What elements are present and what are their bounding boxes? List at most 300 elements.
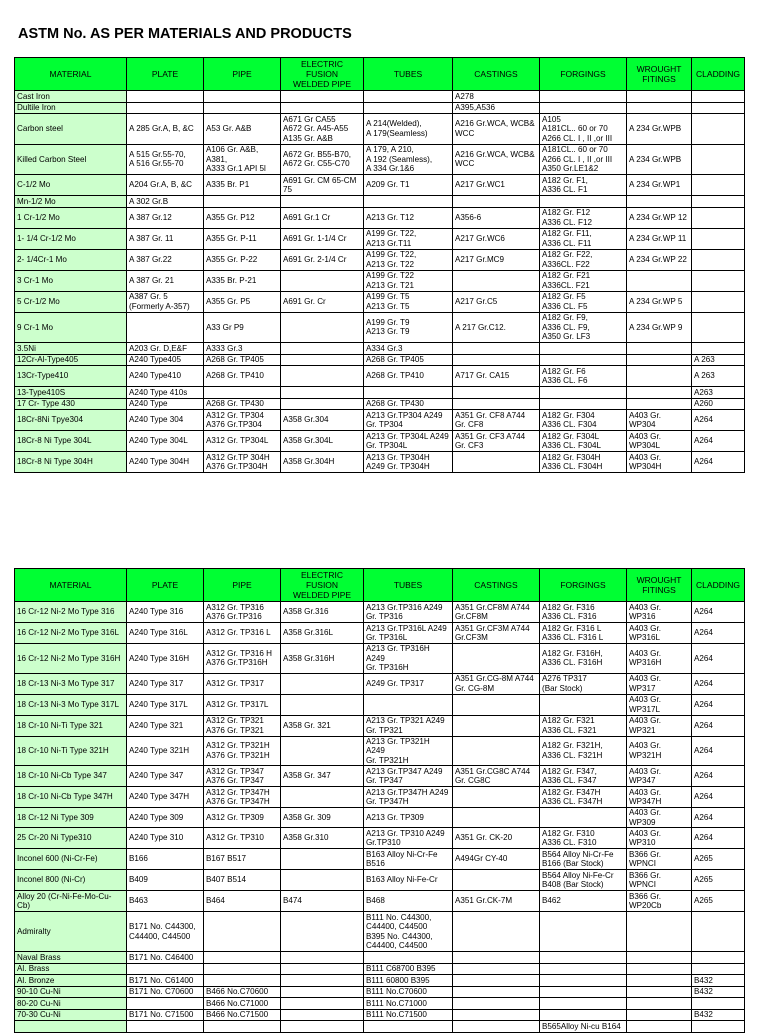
cell-tubes: A213 Gr. TP304L A249 Gr. TP304L bbox=[364, 431, 453, 452]
cell-pipe: A312 Gr. TP317L bbox=[204, 694, 281, 715]
cell-efw-pipe bbox=[281, 736, 364, 766]
table-body bbox=[15, 91, 745, 473]
cell-castings bbox=[453, 1009, 540, 1021]
cell-forgings: B564 Alloy Ni-Cr-Fe B166 (Bar Stock) bbox=[540, 849, 627, 870]
cell-castings: A278 bbox=[453, 91, 540, 103]
cell-material: Al. Brass bbox=[15, 963, 127, 975]
cell-efw-pipe bbox=[281, 673, 364, 694]
cell-efw-pipe bbox=[281, 196, 364, 208]
cell-forgings: B564 Alloy Ni-Fe-Cr B408 (Bar Stock) bbox=[540, 870, 627, 891]
table-row bbox=[15, 986, 745, 998]
cell-wrought-fittings bbox=[627, 986, 692, 998]
cell-pipe: A335 Br. P1 bbox=[204, 175, 281, 196]
cell-efw-pipe bbox=[281, 963, 364, 975]
cell-castings: A351 Gr. CK-20 bbox=[453, 828, 540, 849]
cell-castings bbox=[453, 343, 540, 355]
cell-efw-pipe: A691 Gr. Cr bbox=[281, 291, 364, 312]
cell-material: 70-30 Cu-Ni bbox=[15, 1009, 127, 1021]
cell-plate: A 285 Gr.A, B, &C bbox=[127, 114, 204, 145]
cell-forgings: B565Alloy Ni-cu B164 bbox=[540, 1021, 627, 1033]
col-header-material: MATERIAL bbox=[15, 569, 127, 602]
table-row bbox=[15, 602, 745, 623]
col-header-castings: CASTINGS bbox=[453, 569, 540, 602]
cell-material: Naval Brass bbox=[15, 952, 127, 964]
cell-tubes: A213 Gr.TP347H A249 Gr. TP347H bbox=[364, 787, 453, 808]
cell-efw-pipe bbox=[281, 366, 364, 387]
cell-efw-pipe bbox=[281, 787, 364, 808]
table-row bbox=[15, 715, 745, 736]
col-header-plate: PLATE bbox=[127, 569, 204, 602]
cell-wrought-fittings: A 234 Gr.WP 9 bbox=[627, 312, 692, 343]
cell-forgings: A276 TP317 (Bar Stock) bbox=[540, 673, 627, 694]
cell-cladding: A264 bbox=[692, 828, 745, 849]
cell-material: 18 Cr-10 Ni-Cb Type 347 bbox=[15, 766, 127, 787]
cell-castings bbox=[453, 986, 540, 998]
cell-castings: A217 Gr.C5 bbox=[453, 291, 540, 312]
cell-pipe: A312 Gr. TP304L bbox=[204, 431, 281, 452]
cell-efw-pipe bbox=[281, 91, 364, 103]
cell-pipe: B466 No.C70600 bbox=[204, 986, 281, 998]
cell-plate: B171 No. C46400 bbox=[127, 952, 204, 964]
cell-efw-pipe: A672 Gr. B55-B70, A672 Gr. C55-C70 bbox=[281, 144, 364, 175]
cell-forgings: A182 Gr. F304L A336 CL. F304L bbox=[540, 431, 627, 452]
cell-pipe bbox=[204, 102, 281, 114]
cell-pipe: A355 Gr. P-22 bbox=[204, 249, 281, 270]
cell-tubes: B163 Alloy Ni-Cr-Fe B516 bbox=[364, 849, 453, 870]
cell-wrought-fittings bbox=[627, 354, 692, 366]
cell-material: Alloy 20 (Cr-Ni-Fe-Mo-Cu- Cb) bbox=[15, 891, 127, 912]
cell-pipe bbox=[204, 196, 281, 208]
cell-forgings: A182 Gr. F310 A336 CL. F310 bbox=[540, 828, 627, 849]
cell-castings: A494Gr CY-40 bbox=[453, 849, 540, 870]
cell-forgings bbox=[540, 998, 627, 1010]
cell-wrought-fittings bbox=[627, 998, 692, 1010]
table-row bbox=[15, 891, 745, 912]
cell-plate: A240 Type 310 bbox=[127, 828, 204, 849]
cell-material: 1- 1/4 Cr-1/2 Mo bbox=[15, 228, 127, 249]
table-row bbox=[15, 366, 745, 387]
cell-efw-pipe bbox=[281, 975, 364, 987]
table-row bbox=[15, 114, 745, 145]
cell-wrought-fittings bbox=[627, 912, 692, 952]
cell-plate: A 387 Gr.12 bbox=[127, 207, 204, 228]
col-header-castings: CASTINGS bbox=[453, 58, 540, 91]
cell-wrought-fittings bbox=[627, 952, 692, 964]
cell-pipe: A312 Gr. TP304 A376 Gr.TP304 bbox=[204, 410, 281, 431]
cell-cladding: A 263 bbox=[692, 354, 745, 366]
col-header-wrought-fittings: WROUGHT FITINGS bbox=[627, 569, 692, 602]
cell-material: Inconel 800 (Ni-Cr) bbox=[15, 870, 127, 891]
cell-pipe: A312 Gr. TP309 bbox=[204, 808, 281, 828]
table-row bbox=[15, 736, 745, 766]
cell-cladding: A264 bbox=[692, 644, 745, 674]
cell-efw-pipe bbox=[281, 912, 364, 952]
cell-castings bbox=[453, 912, 540, 952]
cell-cladding bbox=[692, 291, 745, 312]
cell-cladding bbox=[692, 249, 745, 270]
cell-plate: B409 bbox=[127, 870, 204, 891]
cell-castings bbox=[453, 644, 540, 674]
cell-forgings: A182 Gr. F316 L A336 CL. F316 L bbox=[540, 623, 627, 644]
cell-wrought-fittings bbox=[627, 102, 692, 114]
cell-castings bbox=[453, 975, 540, 987]
cell-forgings bbox=[540, 91, 627, 103]
col-header-pipe: PIPE bbox=[204, 58, 281, 91]
cell-forgings: A105 A181CL.. 60 or 70 A266 CL. I , II ,or III bbox=[540, 114, 627, 145]
cell-forgings bbox=[540, 975, 627, 987]
cell-wrought-fittings: A403 Gr. WP316H bbox=[627, 644, 692, 674]
cell-material: 18 Cr-13 Ni-3 Mo Type 317 bbox=[15, 673, 127, 694]
table-row bbox=[15, 870, 745, 891]
cell-efw-pipe bbox=[281, 354, 364, 366]
cell-plate bbox=[127, 998, 204, 1010]
cell-plate: A387 Gr. 5 (Formerly A-357) bbox=[127, 291, 204, 312]
cell-tubes: A213 Gr. T12 bbox=[364, 207, 453, 228]
cell-forgings: A182 Gr. F9, A336 CL. F9, A350 Gr. LF3 bbox=[540, 312, 627, 343]
cell-cladding bbox=[692, 912, 745, 952]
cell-material: 17 Cr- Type 430 bbox=[15, 398, 127, 410]
cell-castings bbox=[453, 196, 540, 208]
cell-castings bbox=[453, 1021, 540, 1033]
cell-efw-pipe bbox=[281, 870, 364, 891]
cell-cladding: A265 bbox=[692, 870, 745, 891]
cell-plate bbox=[127, 312, 204, 343]
table-row bbox=[15, 312, 745, 343]
table-row bbox=[15, 102, 745, 114]
col-header-pipe: PIPE bbox=[204, 569, 281, 602]
cell-pipe: A312 Gr. TP317 bbox=[204, 673, 281, 694]
cell-material: 18 Cr-10 Ni-Cb Type 347H bbox=[15, 787, 127, 808]
cell-tubes: B111 No. C44300, C44400, C44500 B395 No. C44300, C44400, C44500 bbox=[364, 912, 453, 952]
cell-wrought-fittings: A 234 Gr.WP1 bbox=[627, 175, 692, 196]
cell-material: 80-20 Cu-Ni bbox=[15, 998, 127, 1010]
cell-efw-pipe: A691 Gr. CM 65-CM 75 bbox=[281, 175, 364, 196]
cell-pipe bbox=[204, 1021, 281, 1033]
cell-pipe: B167 B517 bbox=[204, 849, 281, 870]
cell-tubes: B111 No.C71000 bbox=[364, 998, 453, 1010]
cell-plate: A240 Type 316L bbox=[127, 623, 204, 644]
cell-cladding: A264 bbox=[692, 673, 745, 694]
cell-wrought-fittings: A403 Gr. WP321 bbox=[627, 715, 692, 736]
cell-tubes: B111 60800 B395 bbox=[364, 975, 453, 987]
cell-cladding bbox=[692, 1021, 745, 1033]
cell-efw-pipe: A671 Gr CA55 A672 Gr. A45-A55 A135 Gr. A&B bbox=[281, 114, 364, 145]
cell-cladding: A264 bbox=[692, 715, 745, 736]
cell-material: 18 Cr-10 Ni-Ti Type 321H bbox=[15, 736, 127, 766]
cell-material: Mn-1/2 Mo bbox=[15, 196, 127, 208]
col-header-wrought-fittings: WROUGHT FITINGS bbox=[627, 58, 692, 91]
cell-castings bbox=[453, 452, 540, 473]
cell-forgings: A182 Gr. F21 A336CL. F21 bbox=[540, 270, 627, 291]
cell-castings bbox=[453, 870, 540, 891]
cell-tubes: B163 Alloy Ni-Fe-Cr bbox=[364, 870, 453, 891]
cell-material: Killed Carbon Steel bbox=[15, 144, 127, 175]
cell-pipe: A355 Gr. P5 bbox=[204, 291, 281, 312]
table-row bbox=[15, 249, 745, 270]
cell-pipe: B407 B514 bbox=[204, 870, 281, 891]
cell-cladding: A264 bbox=[692, 623, 745, 644]
cell-efw-pipe: A358 Gr.304H bbox=[281, 452, 364, 473]
cell-pipe bbox=[204, 975, 281, 987]
cell-pipe: A312 Gr. TP310 bbox=[204, 828, 281, 849]
table-row bbox=[15, 787, 745, 808]
col-header-cladding: CLADDING bbox=[692, 58, 745, 91]
cell-pipe: A355 Gr. P12 bbox=[204, 207, 281, 228]
cell-cladding: A264 bbox=[692, 431, 745, 452]
cell-tubes: A213 Gr. TP321H A249 Gr. TP321H bbox=[364, 736, 453, 766]
cell-pipe: A333 Gr.3 bbox=[204, 343, 281, 355]
cell-tubes: A213 Gr. TP310 A249 Gr.TP310 bbox=[364, 828, 453, 849]
cell-material bbox=[15, 1021, 127, 1033]
cell-efw-pipe: A358 Gr.316L bbox=[281, 623, 364, 644]
table-row bbox=[15, 91, 745, 103]
cell-castings: A216 Gr.WCA, WCB& WCC bbox=[453, 114, 540, 145]
cell-tubes: A199 Gr. T22, A213 Gr. T22 bbox=[364, 249, 453, 270]
cell-wrought-fittings: A403 Gr. WP347 bbox=[627, 766, 692, 787]
cell-efw-pipe: A358 Gr.316H bbox=[281, 644, 364, 674]
cell-material: Admiralty bbox=[15, 912, 127, 952]
cell-plate bbox=[127, 1021, 204, 1033]
cell-castings: A351 Gr.CK-7M bbox=[453, 891, 540, 912]
cell-wrought-fittings bbox=[627, 1009, 692, 1021]
cell-wrought-fittings: A403 Gr. WP316L bbox=[627, 623, 692, 644]
cell-tubes: A334 Gr.3 bbox=[364, 343, 453, 355]
cell-wrought-fittings: A403 Gr. WP317L bbox=[627, 694, 692, 715]
cell-plate bbox=[127, 102, 204, 114]
cell-efw-pipe: A358 Gr.316 bbox=[281, 602, 364, 623]
cell-wrought-fittings bbox=[627, 366, 692, 387]
cell-castings bbox=[453, 694, 540, 715]
col-header-forgings: FORGINGS bbox=[540, 569, 627, 602]
table-row bbox=[15, 354, 745, 366]
cell-wrought-fittings bbox=[627, 91, 692, 103]
cell-tubes: A268 Gr. TP430 bbox=[364, 398, 453, 410]
cell-wrought-fittings: A403 Gr. WP310 bbox=[627, 828, 692, 849]
cell-cladding bbox=[692, 963, 745, 975]
cell-pipe: B466 No.C71500 bbox=[204, 1009, 281, 1021]
cell-castings bbox=[453, 387, 540, 399]
cell-tubes: B468 bbox=[364, 891, 453, 912]
cell-plate: A240 Type 309 bbox=[127, 808, 204, 828]
cell-forgings bbox=[540, 387, 627, 399]
cell-plate: A240 Type 347H bbox=[127, 787, 204, 808]
cell-pipe bbox=[204, 387, 281, 399]
cell-tubes bbox=[364, 1021, 453, 1033]
cell-plate: A 387 Gr. 21 bbox=[127, 270, 204, 291]
cell-efw-pipe bbox=[281, 387, 364, 399]
table-row bbox=[15, 998, 745, 1010]
cell-castings bbox=[453, 270, 540, 291]
cell-castings: A351 Gr.CG-8M A744 Gr. CG-8M bbox=[453, 673, 540, 694]
cell-material: 16 Cr-12 Ni-2 Mo Type 316L bbox=[15, 623, 127, 644]
cell-castings: A351 Gr. CF3 A744 Gr. CF3 bbox=[453, 431, 540, 452]
cell-material: 25 Cr-20 Ni Type310 bbox=[15, 828, 127, 849]
cell-efw-pipe: A691 Gr. 2-1/4 Cr bbox=[281, 249, 364, 270]
cell-castings bbox=[453, 808, 540, 828]
table-row bbox=[15, 766, 745, 787]
cell-pipe: A268 Gr. TP430 bbox=[204, 398, 281, 410]
table-row bbox=[15, 196, 745, 208]
cell-efw-pipe: A691 Gr.1 Cr bbox=[281, 207, 364, 228]
cell-material: 18Cr-8Ni Tpye304 bbox=[15, 410, 127, 431]
cell-castings: A356-6 bbox=[453, 207, 540, 228]
cell-forgings: A182 Gr. F321 A336 CL. F321 bbox=[540, 715, 627, 736]
table-row bbox=[15, 207, 745, 228]
header-row bbox=[15, 569, 745, 602]
cell-pipe: A312 Gr. TP316 H A376 Gr.TP316H bbox=[204, 644, 281, 674]
table-row bbox=[15, 694, 745, 715]
cell-pipe: A312 Gr. TP316 L bbox=[204, 623, 281, 644]
cell-plate: A240 Type 317L bbox=[127, 694, 204, 715]
cell-forgings bbox=[540, 196, 627, 208]
cell-cladding: A264 bbox=[692, 808, 745, 828]
cell-forgings: A182 Gr. F304H A336 CL. F304H bbox=[540, 452, 627, 473]
cell-efw-pipe bbox=[281, 1021, 364, 1033]
cell-wrought-fittings bbox=[627, 387, 692, 399]
cell-efw-pipe bbox=[281, 398, 364, 410]
cell-wrought-fittings: A403 Gr. WP304 bbox=[627, 410, 692, 431]
cell-material: 12Cr-Al-Type405 bbox=[15, 354, 127, 366]
cell-wrought-fittings: A403 Gr. WP317 bbox=[627, 673, 692, 694]
cell-material: C-1/2 Mo bbox=[15, 175, 127, 196]
table-row bbox=[15, 343, 745, 355]
cell-material: Dultile Iron bbox=[15, 102, 127, 114]
cell-plate: A240 Type 304 bbox=[127, 410, 204, 431]
cell-castings bbox=[453, 787, 540, 808]
cell-wrought-fittings: A403 Gr. WP316 bbox=[627, 602, 692, 623]
table-row bbox=[15, 410, 745, 431]
cell-wrought-fittings bbox=[627, 196, 692, 208]
cell-wrought-fittings: A403 Gr. WP304H bbox=[627, 452, 692, 473]
cell-wrought-fittings: B366 Gr. WPNCI bbox=[627, 849, 692, 870]
cell-efw-pipe bbox=[281, 849, 364, 870]
cell-cladding bbox=[692, 312, 745, 343]
cell-cladding bbox=[692, 998, 745, 1010]
cell-cladding: A264 bbox=[692, 787, 745, 808]
cell-plate: A 515 Gr.55-70, A 516 Gr.55-70 bbox=[127, 144, 204, 175]
cell-cladding: A265 bbox=[692, 891, 745, 912]
cell-wrought-fittings: B366 Gr. WP20Cb bbox=[627, 891, 692, 912]
cell-plate: A240 Type 317 bbox=[127, 673, 204, 694]
cell-castings bbox=[453, 952, 540, 964]
cell-tubes: A209 Gr. T1 bbox=[364, 175, 453, 196]
cell-forgings: B462 bbox=[540, 891, 627, 912]
col-header-tubes: TUBES bbox=[364, 58, 453, 91]
cell-efw-pipe: A358 Gr. 347 bbox=[281, 766, 364, 787]
cell-efw-pipe: A691 Gr. 1-1/4 Cr bbox=[281, 228, 364, 249]
cell-castings: A216 Gr.WCA, WCB& WCC bbox=[453, 144, 540, 175]
astm-table-2 bbox=[14, 568, 745, 1033]
cell-plate: A240 Type 316H bbox=[127, 644, 204, 674]
cell-cladding: A263 bbox=[692, 387, 745, 399]
cell-cladding: B432 bbox=[692, 986, 745, 998]
cell-efw-pipe: B474 bbox=[281, 891, 364, 912]
cell-efw-pipe bbox=[281, 986, 364, 998]
table-row bbox=[15, 828, 745, 849]
cell-forgings: A182 Gr. F316 A336 CL. F316 bbox=[540, 602, 627, 623]
cell-efw-pipe bbox=[281, 270, 364, 291]
cell-cladding: A264 bbox=[692, 694, 745, 715]
cell-forgings: A182 Gr. F11, A336 CL. F11 bbox=[540, 228, 627, 249]
cell-plate: B171 No. C44300, C44400, C44500 bbox=[127, 912, 204, 952]
table-row bbox=[15, 270, 745, 291]
cell-forgings bbox=[540, 963, 627, 975]
cell-castings: A 217 Gr.C12. bbox=[453, 312, 540, 343]
cell-pipe: A312 Gr. TP347 A376 Gr. TP347 bbox=[204, 766, 281, 787]
cell-castings bbox=[453, 998, 540, 1010]
cell-forgings bbox=[540, 102, 627, 114]
table-row bbox=[15, 228, 745, 249]
cell-tubes: A 214(Welded), A 179(Seamless) bbox=[364, 114, 453, 145]
cell-castings: A351 Gr.CF8M A744 Gr.CF8M bbox=[453, 602, 540, 623]
cell-efw-pipe bbox=[281, 694, 364, 715]
table-row bbox=[15, 912, 745, 952]
cell-material: 16 Cr-12 Ni-2 Mo Type 316H bbox=[15, 644, 127, 674]
col-header-tubes: TUBES bbox=[364, 569, 453, 602]
cell-pipe: A312 Gr. TP316 A376 Gr.TP316 bbox=[204, 602, 281, 623]
cell-forgings: A182 Gr. F347H A336 CL. F347H bbox=[540, 787, 627, 808]
cell-pipe: A355 Gr. P-11 bbox=[204, 228, 281, 249]
cell-plate: B171 No. C71500 bbox=[127, 1009, 204, 1021]
cell-plate: A240 Type 316 bbox=[127, 602, 204, 623]
cell-material: 16 Cr-12 Ni-2 Mo Type 316 bbox=[15, 602, 127, 623]
cell-tubes bbox=[364, 102, 453, 114]
cell-material: Carbon steel bbox=[15, 114, 127, 145]
cell-tubes: A213 Gr.TP316L A249 Gr. TP316L bbox=[364, 623, 453, 644]
cell-wrought-fittings bbox=[627, 398, 692, 410]
cell-forgings: A182 Gr. F6 A336 CL. F6 bbox=[540, 366, 627, 387]
table-row bbox=[15, 175, 745, 196]
cell-forgings bbox=[540, 343, 627, 355]
table-row bbox=[15, 849, 745, 870]
cell-cladding bbox=[692, 102, 745, 114]
cell-plate: A204 Gr.A, B, &C bbox=[127, 175, 204, 196]
cell-forgings bbox=[540, 354, 627, 366]
cell-pipe bbox=[204, 952, 281, 964]
cell-tubes: A199 Gr. T22, A213 Gr.T11 bbox=[364, 228, 453, 249]
cell-tubes: A268 Gr. TP405 bbox=[364, 354, 453, 366]
table-row bbox=[15, 644, 745, 674]
cell-castings: A351 Gr.CG8C A744 Gr. CG8C bbox=[453, 766, 540, 787]
cell-tubes bbox=[364, 694, 453, 715]
table-row bbox=[15, 291, 745, 312]
cell-efw-pipe bbox=[281, 952, 364, 964]
cell-wrought-fittings: B366 Gr. WPNCI bbox=[627, 870, 692, 891]
cell-cladding: A265 bbox=[692, 849, 745, 870]
cell-plate: B171 No. C70600 bbox=[127, 986, 204, 998]
cell-tubes: A 179, A 210, A 192 (Seamless), A 334 Gr.1&6 bbox=[364, 144, 453, 175]
cell-plate: A 387 Gr.22 bbox=[127, 249, 204, 270]
cell-pipe: B466 No.C71000 bbox=[204, 998, 281, 1010]
cell-tubes bbox=[364, 196, 453, 208]
table-row bbox=[15, 431, 745, 452]
cell-castings: A395,A536 bbox=[453, 102, 540, 114]
cell-pipe: B464 bbox=[204, 891, 281, 912]
cell-cladding: A264 bbox=[692, 736, 745, 766]
cell-cladding bbox=[692, 91, 745, 103]
cell-tubes: A213 Gr. TP316H A249 Gr. TP316H bbox=[364, 644, 453, 674]
col-header-forgings: FORGINGS bbox=[540, 58, 627, 91]
cell-forgings: A181CL.. 60 or 70 A266 CL. I , II ,or III A350 Gr.LE1&2 bbox=[540, 144, 627, 175]
cell-cladding bbox=[692, 144, 745, 175]
astm-table-1 bbox=[14, 57, 745, 473]
cell-tubes bbox=[364, 387, 453, 399]
cell-material: 3.5Ni bbox=[15, 343, 127, 355]
cell-pipe: A312 Gr. TP347H A376 Gr. TP347H bbox=[204, 787, 281, 808]
cell-cladding bbox=[692, 207, 745, 228]
cell-wrought-fittings bbox=[627, 343, 692, 355]
cell-forgings: A182 Gr. F5 A336 CL. F5 bbox=[540, 291, 627, 312]
